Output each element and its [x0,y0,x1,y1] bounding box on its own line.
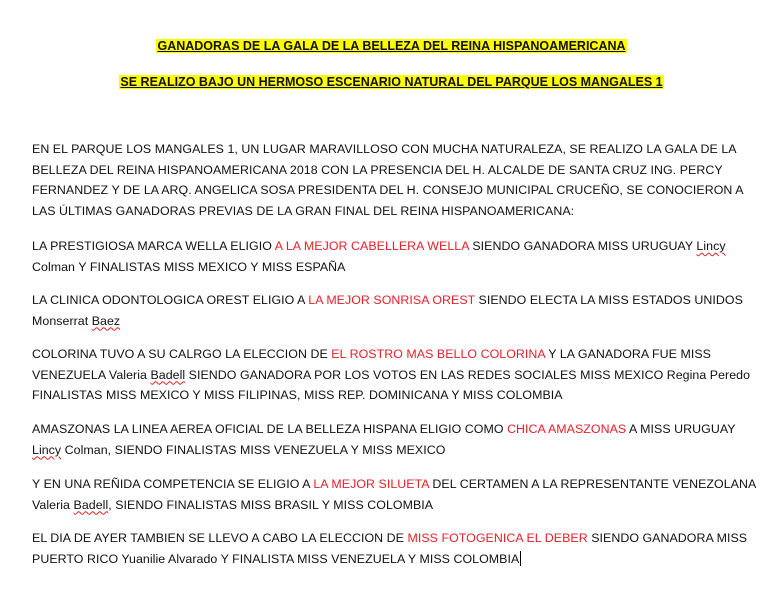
award-name: CHICA AMASZONAS [507,422,627,436]
paragraph-orest [32,290,767,331]
paragraph-colorina [32,344,767,406]
paragraph-text: SIENDO GANADORA MISS URUGUAY [468,239,697,253]
paragraph-text: EL DIA DE AYER TAMBIEN SE LLEVO A CABO LA ELECCION DE [32,531,408,545]
paragraph-amaszonas [32,419,767,460]
paragraph-text: A MISS URUGUAY [626,422,736,436]
headline-title [0,38,783,54]
paragraph-text: AMASZONAS LA LINEA AEREA OFICIAL DE LA BELLEZA HISPANA ELIGIO COMO [32,422,508,436]
paragraph-text: Y LA GANADORA FUE MISS VENEZUELA Valeria [32,347,711,382]
misspelled-word: Badell [150,367,186,382]
headline-title-text: GANADORAS DE LA GALA DE LA BELLEZA DEL REINA HISPANOAMERICANA [157,39,626,53]
paragraph-text: LA PRESTIGIOSA MARCA WELLA ELIGIO [32,239,275,253]
misspelled-word: Badell [73,497,109,512]
award-name: LA MEJOR SONRISA OREST [308,293,476,307]
text-cursor [520,551,521,566]
paragraph-text: SIENDO ELECTA LA MISS ESTADOS UNIDOS Monserrat [32,293,743,328]
paragraph-text: Y EN UNA REÑIDA COMPETENCIA SE ELIGIO A [32,477,314,491]
paragraph-text: COLORINA TUVO A SU CALRGO LA ELECCION DE [32,347,332,361]
paragraph-text: , SIENDO FINALISTAS MISS BRASIL Y MISS COLOMBIA [108,497,434,512]
paragraph-silueta [32,474,767,515]
paragraph-intro-text: EN EL PARQUE LOS MANGALES 1, UN LUGAR MARAVILLOSO CON MUCHA NATURALEZA, SE REALIZO LA GALA DE LA BELLEZA DEL REINA HISPANOAMERICANA 2018 CON LA PRESENCIA DEL H. ALCALDE DE SANTA CRUZ ING. PERCY FERNANDEZ Y DE LA ARQ. ANGELICA SOSA PRESIDENTA DEL H. CONSEJO MUNICIPAL CRUCEÑO, SE CONOCIERON A LAS ÚLTIMAS GANADORAS PREVIAS DE LA GRAN FINAL DEL REINA HISPANOAMERICANA: [32,142,743,218]
award-name: LA MEJOR SILUETA [313,477,429,491]
paragraph-text: LA CLINICA ODONTOLOGICA OREST ELIGIO A [32,293,309,307]
paragraph-text: Colman Y FINALISTAS MISS MEXICO Y MISS ESPAÑA [32,259,346,274]
award-name: A LA MEJOR CABELLERA WELLA [274,239,469,253]
award-name: MISS FOTOGENICA EL DEBER [407,531,588,545]
misspelled-word: Baez [91,313,121,328]
award-name: EL ROSTRO MAS BELLO COLORINA [331,347,546,361]
headline-subtitle [0,74,783,90]
paragraph-text: SIENDO GANADORA POR LOS VOTOS EN LAS REDES SOCIALES MISS MEXICO Regina Peredo FINALISTAS MISS MEXICO Y MISS FILIPINAS, MISS REP. DOMINICANA Y MISS COLOMBIA [32,367,751,402]
paragraph-text: Colman, SIENDO FINALISTAS MISS VENEZUELA Y MISS MEXICO [61,442,446,457]
headline-subtitle-text: SE REALIZO BAJO UN HERMOSO ESCENARIO NATURAL DEL PARQUE LOS MANGALES 1 [120,75,663,89]
misspelled-word: Lincy [696,239,726,253]
paragraph-intro [32,139,767,221]
paragraph-fotogenica [32,528,767,569]
misspelled-word: Lincy [32,442,62,457]
paragraph-wella [32,236,767,277]
paragraph-text: DEL CERTAMEN A LA REPRESENTANTE VENEZOLANA Valeria [32,477,756,512]
paragraph-text: SIENDO GANADORA MISS PUERTO RICO Yuanilie Alvarado Y FINALISTA MISS VENEZUELA Y MISS COLOMBIA [32,531,748,566]
